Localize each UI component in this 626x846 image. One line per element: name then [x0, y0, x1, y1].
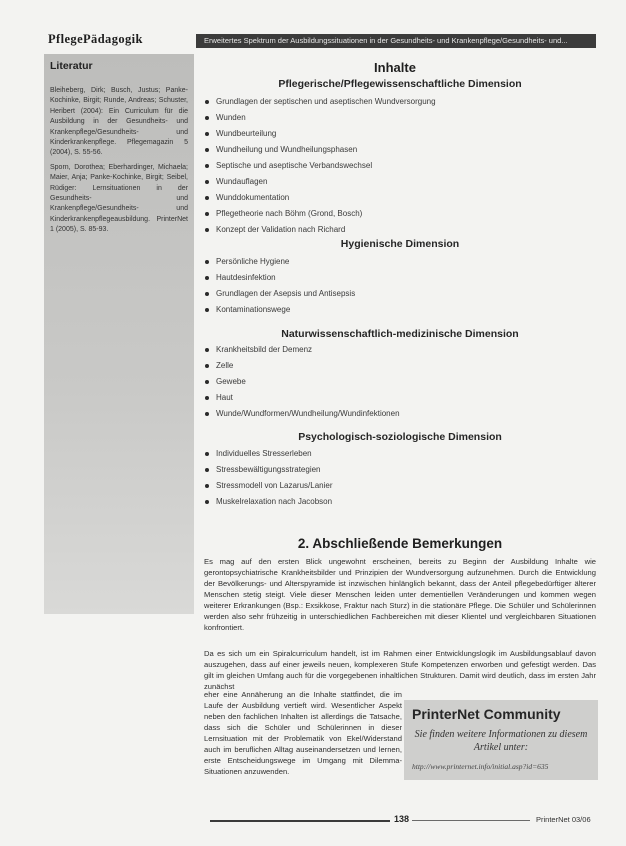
list-item: Stressmodell von Lazarus/Lanier [204, 478, 596, 494]
bullet-icon [205, 276, 209, 280]
literature-list [50, 86, 188, 240]
closing-paragraph: Da es sich um ein Spiralcurriculum handelt, ist im Rahmen einer Entwicklungslogik im Ausbildungsablauf davon auszugehen, dass auf einer jeweils neuen, komplexeren Stufe Kompetenzen erworben und gefestigt werden. Das gilt im gleichen Umfang auch für die vorgegebenen inhaltlichen Strukturen. Damit wird deutlich, dass im ersten Jahr zunächst [204, 649, 596, 691]
literature-sidebar [44, 54, 194, 614]
promo-title: PrinterNet Community [412, 706, 561, 722]
list-item: Kontaminationswege [204, 302, 596, 318]
list-item: Septische und aseptische Verbandswechsel [204, 158, 596, 174]
bullet-icon [205, 212, 209, 216]
section-list-science [204, 342, 596, 422]
list-item: Grundlagen der septischen und aseptischen Wundversorgung [204, 94, 596, 110]
list-item: Wundbeurteilung [204, 126, 596, 142]
list-item: Pflegetheorie nach Böhm (Grond, Bosch) [204, 206, 596, 222]
list-item: Individuelles Stresserleben [204, 446, 596, 462]
bullet-icon [205, 164, 209, 168]
list-item: Grundlagen der Asepsis und Antisepsis [204, 286, 596, 302]
bullet-icon [205, 308, 209, 312]
list-item: Wundauflagen [204, 174, 596, 190]
list-item: Hautdesinfektion [204, 270, 596, 286]
list-item: Wunden [204, 110, 596, 126]
closing-paragraph: Es mag auf den ersten Blick ungewohnt erscheinen, bereits zu Beginn der Ausbildung Inhalte wie gerontopsychiatrische Krankheitsbilder und Prinzipien der Wundversorgung aufzunehmen. Durch die Entwicklung der Bevölkerungs- und Alterspyramide ist inzwischen hinlänglich bekannt, dass der Anteil pflegebedürftiger älterer Menschen stetig steigt. Viele dieser Menschen leiden unter dementiellen Veränderungen und kommen wegen weiterer Erkrankungen (Bsp.: Exsikkose, Fraktur nach Sturz) in die stationäre Pflege. Die Schüler und Schülerinnen werden also sehr frühzeitig in unterschiedlichen Fachbereichen mit dieser Klientel und vergleichbaren Situationen konfrontiert. [204, 557, 596, 632]
footer-issue: PrinterNet 03/06 [536, 815, 591, 824]
bullet-icon [205, 228, 209, 232]
contents-heading: Inhalte [374, 60, 416, 75]
footer-rule [412, 820, 530, 821]
list-item: Wundheilung und Wundheilungsphasen [204, 142, 596, 158]
bullet-icon [205, 452, 209, 456]
list-item: Gewebe [204, 374, 596, 390]
bullet-icon [205, 260, 209, 264]
promo-link[interactable]: http://www.printernet.info/initial.asp?id=635 [412, 762, 549, 771]
journal-brand: PflegePädagogik [48, 32, 143, 46]
bullet-icon [205, 364, 209, 368]
page-number: 138 [394, 814, 410, 824]
community-promo-box [404, 700, 598, 780]
literature-heading: Literatur [50, 60, 93, 72]
bullet-icon [205, 132, 209, 136]
promo-text: Sie finden weitere Informationen zu diesem Artikel unter: [414, 729, 588, 753]
literature-entry: Bleiheberg, Dirk; Busch, Justus; Panke-Kochinke, Birgit; Runde, Andreas; Schuster, Heribert (2004): Ein Curriculum für die Ausbildung in der Gesundheits- und Krankenpflege/Gesundheits- und Kinderkrankenpflege. Pflegemagazin 5 (2004), S. 55-56. [50, 87, 188, 157]
bullet-icon [205, 148, 209, 152]
bullet-icon [205, 116, 209, 120]
list-item: Persönliche Hygiene [204, 254, 596, 270]
section-title-science: Naturwissenschaftlich-medizinische Dimension [281, 328, 519, 340]
list-item: Wunddokumentation [204, 190, 596, 206]
bullet-icon [205, 348, 209, 352]
running-title: Erweitertes Spektrum der Ausbildungssituationen in der Gesundheits- und Krankenpflege/Gesundheits- und... [196, 34, 596, 48]
bullet-icon [205, 468, 209, 472]
literature-entry: Sporn, Dorothea; Eberhardinger, Michaela; Maier, Anja; Panke-Kochinke, Birgit; Seibel, Rüdiger: Lernsituationen in der Gesundheits- und Krankenpflege/Gesundheits- und Kinderkrankenpflegeausbildung. PrinterNet 1 (2005), S. 85-93. [50, 163, 188, 234]
closing-paragraph: eher eine Annäherung an die Inhalte stattfindet, die im Laufe der Ausbildung vertieft wird. Wesentlicher Aspekt neben den fachlichen Inhalten ist allerdings die Tatsache, dass sich die Schüler und Schülerinnen in dieser Lernsituation mit der Problematik von Ekel/Widerstand auch im beruflichen Alltag auseinandersetzen und lernen, erste Entscheidungswege im Umgang mit Dilemma-Situationen anzuwenden. [204, 690, 402, 776]
bullet-icon [205, 196, 209, 200]
section-title-hygiene: Hygienische Dimension [340, 238, 460, 250]
section-list-hygiene [204, 254, 596, 318]
bullet-icon [205, 292, 209, 296]
closing-heading: 2. Abschließende Bemerkungen [297, 536, 503, 551]
section-list-psychology [204, 446, 596, 510]
list-item: Krankheitsbild der Demenz [204, 342, 596, 358]
list-item: Konzept der Validation nach Richard [204, 222, 596, 238]
list-item: Wunde/Wundformen/Wundheilung/Wundinfektionen [204, 406, 596, 422]
list-item: Stressbewältigungsstrategien [204, 462, 596, 478]
bullet-icon [205, 380, 209, 384]
bullet-icon [205, 100, 209, 104]
bullet-icon [205, 484, 209, 488]
section-title-nursing: Pflegerische/Pflegewissenschaftliche Dimension [278, 78, 522, 90]
section-title-psychology: Psychologisch-soziologische Dimension [298, 431, 502, 443]
section-list-nursing [204, 94, 596, 238]
bullet-icon [205, 180, 209, 184]
bullet-icon [205, 500, 209, 504]
list-item: Muskelrelaxation nach Jacobson [204, 494, 596, 510]
list-item: Zelle [204, 358, 596, 374]
bullet-icon [205, 396, 209, 400]
list-item: Haut [204, 390, 596, 406]
bullet-icon [205, 412, 209, 416]
footer-rule [210, 820, 390, 822]
